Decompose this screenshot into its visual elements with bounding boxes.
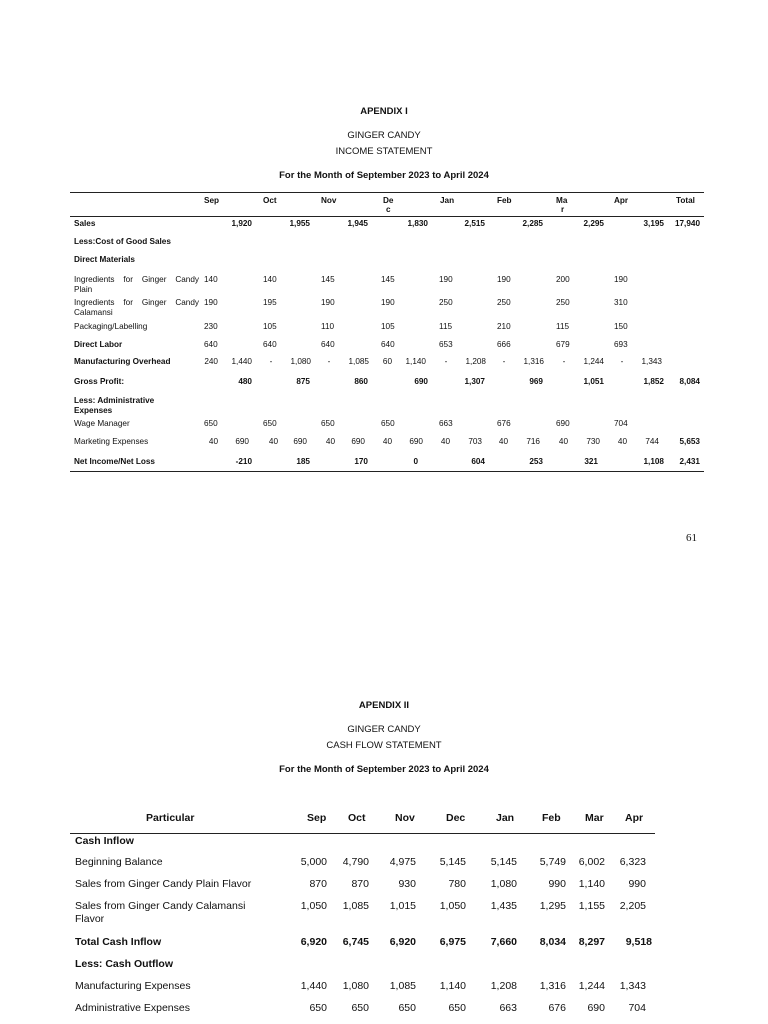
appendix-1-company: GINGER CANDY — [347, 130, 421, 141]
table-cell: 1,440 — [231, 357, 252, 366]
page-number: 61 — [686, 532, 697, 544]
gross-profit-label: Gross Profit: — [74, 377, 125, 386]
col-header-total: Total — [676, 196, 695, 205]
net-income-total: 2,431 — [679, 457, 700, 466]
table-cell: 990 — [548, 878, 566, 890]
sales-calamansi-label: Sales from Ginger Candy Calamansi Flavor — [75, 900, 246, 925]
table-cell: 640 — [321, 340, 335, 349]
table-cell: 1,208 — [465, 357, 486, 366]
table-cell: 140 — [204, 275, 218, 284]
table-cell: 1,015 — [389, 900, 416, 912]
table-cell: 185 — [296, 457, 310, 466]
col-header-oct: Oct — [263, 196, 277, 205]
col-header-nov: Nov — [321, 196, 337, 205]
table-cell: 1,244 — [583, 357, 604, 366]
table-cell: 190 — [614, 275, 628, 284]
table-cell: 5,145 — [490, 856, 517, 868]
sales-jan: 2,515 — [464, 219, 485, 228]
appendix-2-company: GINGER CANDY — [347, 724, 421, 735]
table-cell: 140 — [263, 275, 277, 284]
overhead-label: Manufacturing Overhead — [74, 357, 171, 366]
table-cell: 690 — [235, 437, 249, 446]
table-cell: 1,343 — [619, 980, 646, 992]
col-header-mar: Ma — [556, 196, 568, 205]
col-header-dec: De — [383, 196, 394, 205]
appendix-1-period: For the Month of September 2023 to April 2024 — [279, 170, 489, 181]
table-cell: 1,140 — [405, 357, 426, 366]
table-cell: 679 — [556, 340, 570, 349]
table-cell: 690 — [293, 437, 307, 446]
table-cell: 1,080 — [342, 980, 369, 992]
table-cell: 716 — [526, 437, 540, 446]
table-cell: 1,155 — [578, 900, 605, 912]
col-header-apr: Apr — [614, 196, 629, 205]
table-cell: 690 — [414, 377, 428, 386]
table-cell: 105 — [263, 322, 277, 331]
table-cell: - — [269, 357, 273, 366]
table-cell: 200 — [556, 275, 570, 284]
table-cell: 1,343 — [641, 357, 662, 366]
sales-mar: 2,295 — [583, 219, 604, 228]
table-cell: 40 — [382, 437, 392, 446]
table-cell: 1,244 — [578, 980, 605, 992]
table-cell: 230 — [204, 322, 218, 331]
table-cell: 110 — [321, 322, 335, 331]
sales-label: Sales — [74, 219, 96, 228]
col-header-particular: Particular — [146, 812, 195, 824]
table-cell: 1,080 — [290, 357, 311, 366]
sales-plain-label: Sales from Ginger Candy Plain Flavor — [75, 878, 252, 890]
table-cell: 690 — [587, 1002, 605, 1014]
table-cell: - — [620, 357, 624, 366]
table-cell: 650 — [263, 419, 277, 428]
admin-expenses-label: Less: Administrative — [74, 396, 155, 405]
table-cell: 40 — [498, 437, 508, 446]
table-cell: 930 — [398, 878, 416, 890]
table-cell: 145 — [321, 275, 335, 284]
table-cell: 650 — [204, 419, 218, 428]
sales-dec: 1,830 — [407, 219, 428, 228]
sales-total: 17,940 — [674, 219, 700, 228]
table-cell: 190 — [204, 298, 218, 307]
table-cell: 480 — [238, 377, 252, 386]
table-cell: 650 — [309, 1002, 327, 1014]
direct-materials-label: Direct Materials — [74, 255, 135, 264]
col-header-sep: Sep — [204, 196, 220, 205]
table-cell: 115 — [439, 322, 453, 331]
administrative-expenses-label: Administrative Expenses — [75, 1002, 190, 1014]
table-cell: 650 — [321, 419, 335, 428]
table-cell: 6,745 — [342, 936, 369, 948]
table-cell: 8,034 — [539, 936, 566, 948]
income-bottom-rule — [70, 471, 704, 472]
appendix-2-label: APENDIX II — [358, 700, 410, 711]
table-cell: 1,316 — [523, 357, 544, 366]
table-cell: 115 — [556, 322, 570, 331]
table-cell: 870 — [309, 878, 327, 890]
table-cell: 195 — [263, 298, 277, 307]
cashflow-header-rule — [70, 833, 655, 834]
table-cell: 693 — [614, 340, 628, 349]
col-header-feb: Feb — [542, 812, 561, 824]
table-cell: 666 — [497, 340, 511, 349]
table-cell: - — [327, 357, 331, 366]
calamansi-ingredients-label: Ingredients for Ginger Candy Calamansi — [74, 298, 199, 317]
table-cell: 1,080 — [490, 878, 517, 890]
table-cell: 690 — [556, 419, 570, 428]
col-header-sep: Sep — [307, 812, 327, 824]
table-cell: 676 — [548, 1002, 566, 1014]
col-header-jan: Jan — [440, 196, 455, 205]
total-inflow-label: Total Cash Inflow — [75, 936, 162, 948]
sales-feb: 2,285 — [522, 219, 543, 228]
table-cell: 4,790 — [342, 856, 369, 868]
table-cell: 640 — [381, 340, 395, 349]
table-cell: 6,002 — [578, 856, 605, 868]
table-cell: 150 — [614, 322, 628, 331]
table-cell: 1,208 — [490, 980, 517, 992]
table-cell: 40 — [325, 437, 335, 446]
table-cell: 40 — [208, 437, 218, 446]
table-cell: 145 — [381, 275, 395, 284]
table-cell: 190 — [321, 298, 335, 307]
table-cell: - — [562, 357, 566, 366]
appendix-2-statement-title: CASH FLOW STATEMENT — [326, 740, 442, 751]
table-cell: 875 — [296, 377, 310, 386]
table-cell: 604 — [471, 457, 485, 466]
table-cell: 7,660 — [490, 936, 517, 948]
gross-profit-total: 8,084 — [679, 377, 700, 386]
table-cell: 250 — [556, 298, 570, 307]
table-cell: 190 — [497, 275, 511, 284]
plain-ingredients-label: Ingredients for Ginger Candy Plain — [74, 275, 199, 294]
direct-labor-label: Direct Labor — [74, 340, 123, 349]
table-cell: 1,050 — [439, 900, 466, 912]
table-cell: 640 — [263, 340, 277, 349]
admin-expenses-label-wrap: Expenses — [74, 406, 113, 415]
col-header-mar: Mar — [585, 812, 604, 824]
table-cell: 650 — [448, 1002, 466, 1014]
table-cell: 663 — [439, 419, 453, 428]
col-header-dec-wrap: c — [386, 205, 391, 214]
table-cell: 704 — [628, 1002, 646, 1014]
packaging-label: Packaging/Labelling — [74, 322, 148, 331]
table-cell: 60 — [382, 357, 392, 366]
manufacturing-expenses-label: Manufacturing Expenses — [75, 980, 191, 992]
appendix-2-period: For the Month of September 2023 to April 2024 — [279, 764, 489, 775]
table-cell: 860 — [354, 377, 368, 386]
table-cell: 703 — [468, 437, 482, 446]
table-cell: 250 — [439, 298, 453, 307]
table-cell: 1,140 — [439, 980, 466, 992]
table-cell: 650 — [381, 419, 395, 428]
less-outflow-label: Less: Cash Outflow — [75, 958, 174, 970]
table-cell: 5,749 — [539, 856, 566, 868]
table-cell: 1,440 — [300, 980, 327, 992]
col-header-nov: Nov — [395, 812, 415, 824]
table-cell: 1,085 — [389, 980, 416, 992]
col-header-dec: Dec — [446, 812, 466, 824]
net-income-label: Net Income/Net Loss — [74, 457, 155, 466]
table-cell: 8,297 — [578, 936, 605, 948]
cash-inflow-label: Cash Inflow — [75, 835, 134, 847]
table-cell: 240 — [204, 357, 218, 366]
table-cell: 780 — [448, 878, 466, 890]
income-top-rule — [70, 192, 704, 193]
table-cell: 170 — [354, 457, 368, 466]
sales-nov: 1,945 — [347, 219, 368, 228]
table-cell: 730 — [586, 437, 600, 446]
table-cell: 310 — [614, 298, 628, 307]
wage-manager-label: Wage Manager — [74, 419, 130, 428]
table-cell: 676 — [497, 419, 511, 428]
table-cell: 653 — [439, 340, 453, 349]
col-header-apr: Apr — [625, 812, 644, 824]
table-cell: 990 — [628, 878, 646, 890]
table-cell: 1,295 — [539, 900, 566, 912]
table-cell: 5,145 — [439, 856, 466, 868]
income-header-rule — [70, 216, 704, 217]
sales-apr: 3,195 — [643, 219, 664, 228]
table-cell: 1,307 — [464, 377, 485, 386]
table-cell: 663 — [499, 1002, 517, 1014]
table-cell: 969 — [529, 377, 543, 386]
table-cell: 190 — [381, 298, 395, 307]
table-cell: 690 — [409, 437, 423, 446]
marketing-total: 5,653 — [679, 437, 700, 446]
table-cell: 6,920 — [389, 936, 416, 948]
table-cell: 250 — [497, 298, 511, 307]
table-cell: 870 — [351, 878, 369, 890]
table-cell: - — [444, 357, 448, 366]
table-cell: 6,323 — [619, 856, 646, 868]
table-cell: 1,085 — [342, 900, 369, 912]
table-cell: 1,085 — [348, 357, 369, 366]
table-cell: 321 — [584, 457, 598, 466]
table-cell: 2,205 — [619, 900, 646, 912]
table-cell: 0 — [413, 457, 418, 466]
table-cell: 1,852 — [643, 377, 664, 386]
table-cell: 1,050 — [300, 900, 327, 912]
table-cell: 190 — [439, 275, 453, 284]
col-header-mar-wrap: r — [561, 205, 565, 214]
table-cell: 690 — [351, 437, 365, 446]
sales-sep: 1,920 — [231, 219, 252, 228]
table-cell: 6,975 — [439, 936, 466, 948]
table-cell: 1,316 — [539, 980, 566, 992]
table-cell: 640 — [204, 340, 218, 349]
table-cell: 1,435 — [490, 900, 517, 912]
table-cell: 744 — [645, 437, 659, 446]
table-cell: 5,000 — [300, 856, 327, 868]
table-cell: 9,518 — [625, 936, 652, 948]
table-cell: 1,140 — [578, 878, 605, 890]
table-cell: 40 — [268, 437, 278, 446]
marketing-label: Marketing Expenses — [74, 437, 149, 446]
table-cell: 4,975 — [389, 856, 416, 868]
table-cell: 40 — [558, 437, 568, 446]
table-cell: -210 — [235, 457, 252, 466]
table-cell: 6,920 — [300, 936, 327, 948]
col-header-oct: Oct — [348, 812, 366, 824]
beginning-balance-label: Beginning Balance — [75, 856, 163, 868]
col-header-jan: Jan — [496, 812, 515, 824]
table-cell: 1,051 — [583, 377, 604, 386]
appendix-1-label: APENDIX I — [360, 106, 408, 117]
less-cogs-label: Less:Cost of Good Sales — [74, 237, 171, 246]
sales-oct: 1,955 — [289, 219, 310, 228]
table-cell: 210 — [497, 322, 511, 331]
table-cell: 650 — [398, 1002, 416, 1014]
table-cell: 40 — [440, 437, 450, 446]
col-header-feb: Feb — [497, 196, 512, 205]
table-cell: 1,108 — [643, 457, 664, 466]
table-cell: 704 — [614, 419, 628, 428]
table-cell: 650 — [351, 1002, 369, 1014]
table-cell: - — [502, 357, 506, 366]
table-cell: 105 — [381, 322, 395, 331]
appendix-1-statement-title: INCOME STATEMENT — [335, 146, 433, 157]
table-cell: 40 — [617, 437, 627, 446]
table-cell: 253 — [529, 457, 543, 466]
